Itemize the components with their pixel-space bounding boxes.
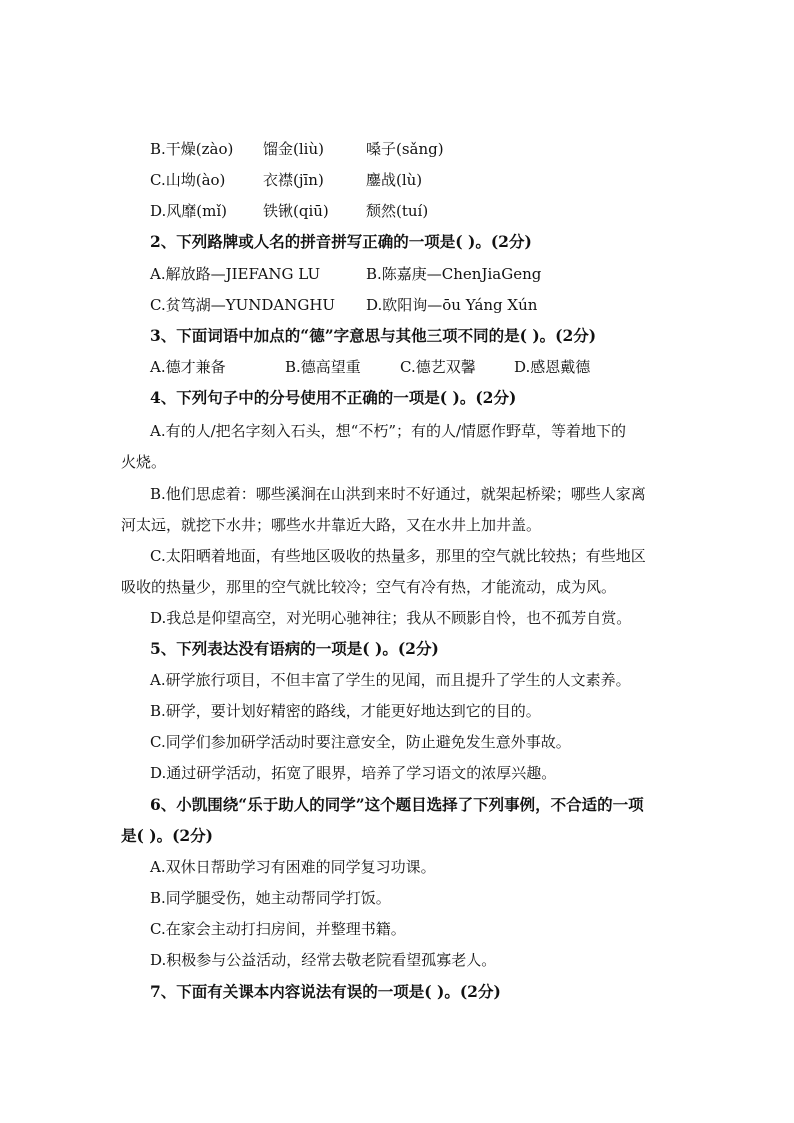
q5-stem: 5、下列表达没有语病的一项是( )。(2分) bbox=[150, 639, 439, 658]
q4-option-a-line1: A.有的人/把名字刻入石头，想“不朽”；有的人/情愿作野草，等着地下的 bbox=[150, 422, 627, 440]
q3-option-d: D.感恩戴德 bbox=[514, 358, 591, 376]
q1-option-c-word3: 鏖战(lù) bbox=[366, 171, 423, 189]
q1-option-b-word2: 馏金(liù) bbox=[263, 140, 324, 158]
q2-option-d: D.欧阳询—ōu Yáng Xún bbox=[366, 296, 538, 314]
q7-stem: 7、下面有关课本内容说法有误的一项是( )。(2分) bbox=[150, 982, 501, 1001]
q4-stem: 4、下列句子中的分号使用不正确的一项是( )。(2分) bbox=[150, 388, 517, 407]
q1-option-d-word1: D.风靡(mǐ) bbox=[150, 202, 227, 220]
q3-option-c: C.德艺双馨 bbox=[400, 358, 476, 376]
q4-option-b-line1: B.他们思虑着：哪些溪涧在山洪到来时不好通过，就架起桥梁；哪些人家离 bbox=[150, 485, 646, 503]
q1-option-c-word1: C.山坳(ào) bbox=[150, 171, 226, 189]
q6-option-c: C.在家会主动打扫房间，并整理书籍。 bbox=[150, 920, 406, 938]
q4-option-a-line2: 火烧。 bbox=[121, 453, 167, 471]
q3-option-b: B.德高望重 bbox=[285, 358, 361, 376]
q1-option-d-word3: 颓然(tuí) bbox=[366, 202, 429, 220]
q6-stem-line1: 6、小凯围绕“乐于助人的同学”这个题目选择了下列事例，不合适的一项 bbox=[150, 795, 644, 814]
q2-option-b: B.陈嘉庚—ChenJiaGeng bbox=[366, 265, 542, 283]
q3-stem: 3、下面词语中加点的“德”字意思与其他三项不同的是( )。(2分) bbox=[150, 326, 597, 345]
q5-option-a: A.研学旅行项目，不但丰富了学生的见闻，而且提升了学生的人文素养。 bbox=[150, 671, 631, 689]
q5-option-c: C.同学们参加研学活动时要注意安全，防止避免发生意外事故。 bbox=[150, 733, 571, 751]
q2-stem: 2、下列路牌或人名的拼音拼写正确的一项是( )。(2分) bbox=[150, 232, 532, 251]
q5-option-b: B.研学，要计划好精密的路线，才能更好地达到它的目的。 bbox=[150, 702, 541, 720]
q2-option-c: C.贫笃湖—YUNDANGHU bbox=[150, 296, 336, 314]
q1-option-b-word3: 嗓子(sǎng) bbox=[366, 140, 444, 158]
q5-option-d: D.通过研学活动，拓宽了眼界，培养了学习语文的浓厚兴趣。 bbox=[150, 764, 557, 782]
q1-option-d-word2: 铁锹(qiū) bbox=[263, 202, 329, 220]
q3-option-a: A.德才兼备 bbox=[150, 358, 226, 376]
q4-option-b-line2: 河太远，就挖下水井；哪些水井靠近大路，又在水井上加井盖。 bbox=[121, 516, 542, 534]
q4-option-d: D.我总是仰望高空，对光明心驰神往；我从不顾影自怜，也不孤芳自赏。 bbox=[150, 609, 632, 627]
q2-option-a: A.解放路—JIEFANG LU bbox=[150, 265, 321, 283]
q1-option-c-word2: 衣襟(jīn) bbox=[263, 171, 324, 189]
q1-option-b-word1: B.干燥(zào) bbox=[150, 140, 234, 158]
q4-option-c-line1: C.太阳晒着地面，有些地区吸收的热量多，那里的空气就比较热；有些地区 bbox=[150, 547, 646, 565]
q4-option-c-line2: 吸收的热量少，那里的空气就比较冷；空气有冷有热，才能流动，成为风。 bbox=[121, 578, 617, 596]
q6-option-d: D.积极参与公益活动，经常去敬老院看望孤寡老人。 bbox=[150, 951, 497, 969]
q6-stem-line2: 是( )。(2分) bbox=[121, 826, 214, 845]
q6-option-b: B.同学腿受伤，她主动帮同学打饭。 bbox=[150, 889, 391, 907]
q6-option-a: A.双休日帮助学习有困难的同学复习功课。 bbox=[150, 858, 436, 876]
